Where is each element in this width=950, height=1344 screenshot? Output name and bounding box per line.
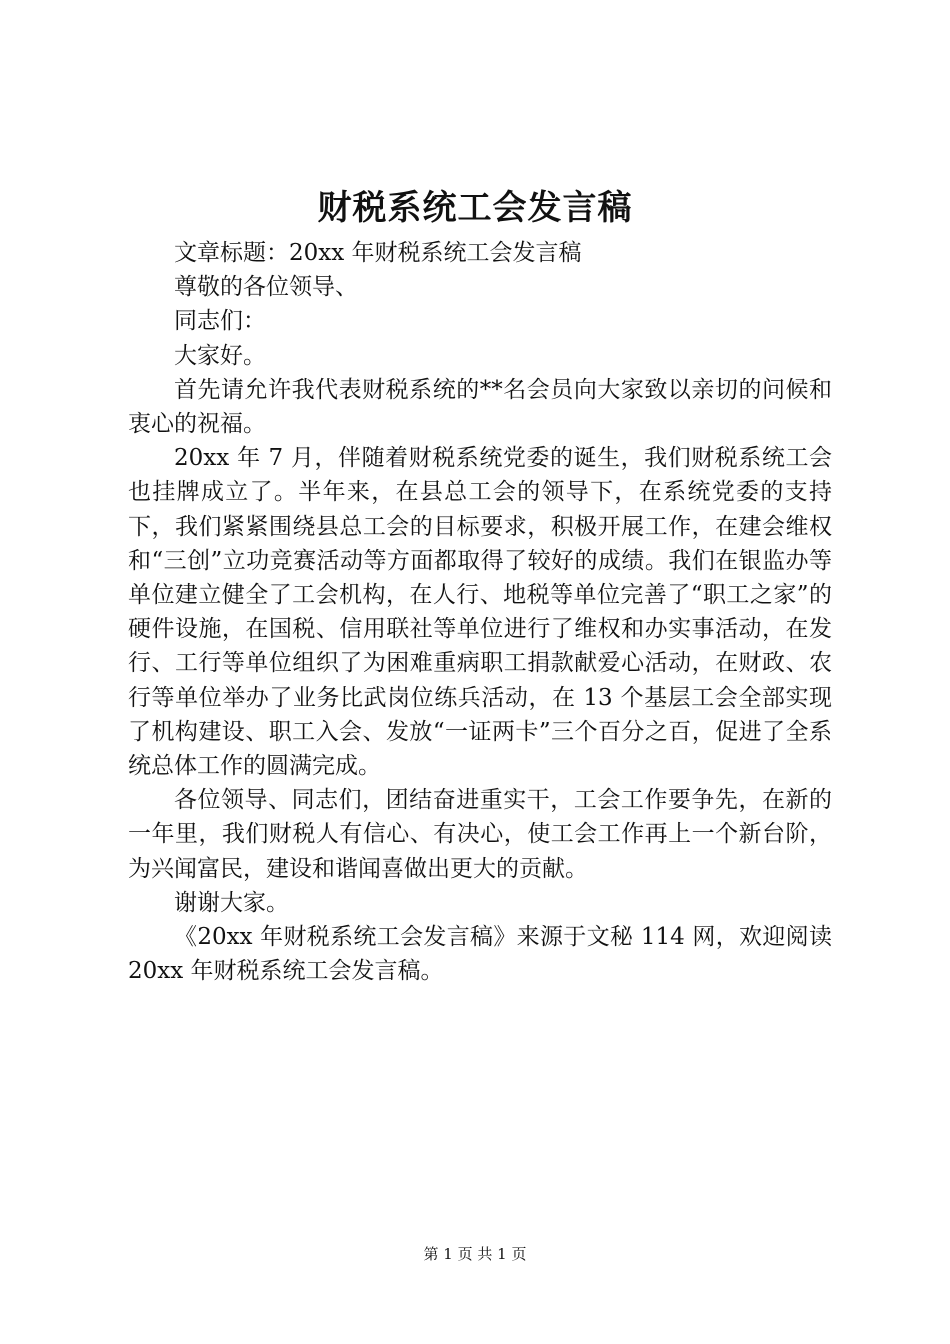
article-title-line: 文章标题：20xx 年财税系统工会发言稿	[174, 240, 582, 266]
document-title: 财税系统工会发言稿	[317, 188, 633, 228]
paragraph-outlook: 各位领导、同志们，团结奋进重实干，工会工作要争先，在新的一年里，我们财税人有信心、有决心，使工会工作再上一个新台阶，为兴闻富民，建设和谐闻喜做出更大的贡献。	[128, 787, 832, 882]
greeting: 大家好。	[174, 342, 266, 369]
salutation-comrades: 同志们：	[174, 308, 266, 335]
paragraph-achievements: 20xx 年 7 月，伴随着财税系统党委的诞生，我们财税系统工会也挂牌成立了。半年来，在县总工会的领导下，在系统党委的支持下，我们紧紧围绕县总工会的目标要求，积极开展工作，在建会维权和“三创”立功竞赛活动等方面都取得了较好的成绩。我们在银监办等单位建立健全了工会机构，在人行、地税等单位完善了“职工之家”的硬件设施，在国税、信用联社等单位进行了维权和办实事活动，在发行、工行等单位组织了为困难重病职工捐款献爱心活动，在财政、农行等单位举办了业务比武岗位练兵活动，在 13 个基层工会全部实现了机构建设、职工入会、发放“一证两卡”三个百分之百，促进了全系统总体工作的圆满完成。	[128, 445, 832, 780]
source-note: 《20xx 年财税系统工会发言稿》来源于文秘 114 网，欢迎阅读 20xx 年财税系统工会发言稿。	[128, 924, 832, 985]
salutation-line: 尊敬的各位领导、	[174, 274, 358, 301]
document-body	[128, 236, 832, 988]
page-footer: 第 1 页 共 1 页	[423, 1245, 527, 1263]
paragraph-opening: 首先请允许我代表财税系统的**名会员向大家致以亲切的问候和衷心的祝福。	[128, 376, 832, 438]
closing-thanks: 谢谢大家。	[174, 889, 289, 916]
